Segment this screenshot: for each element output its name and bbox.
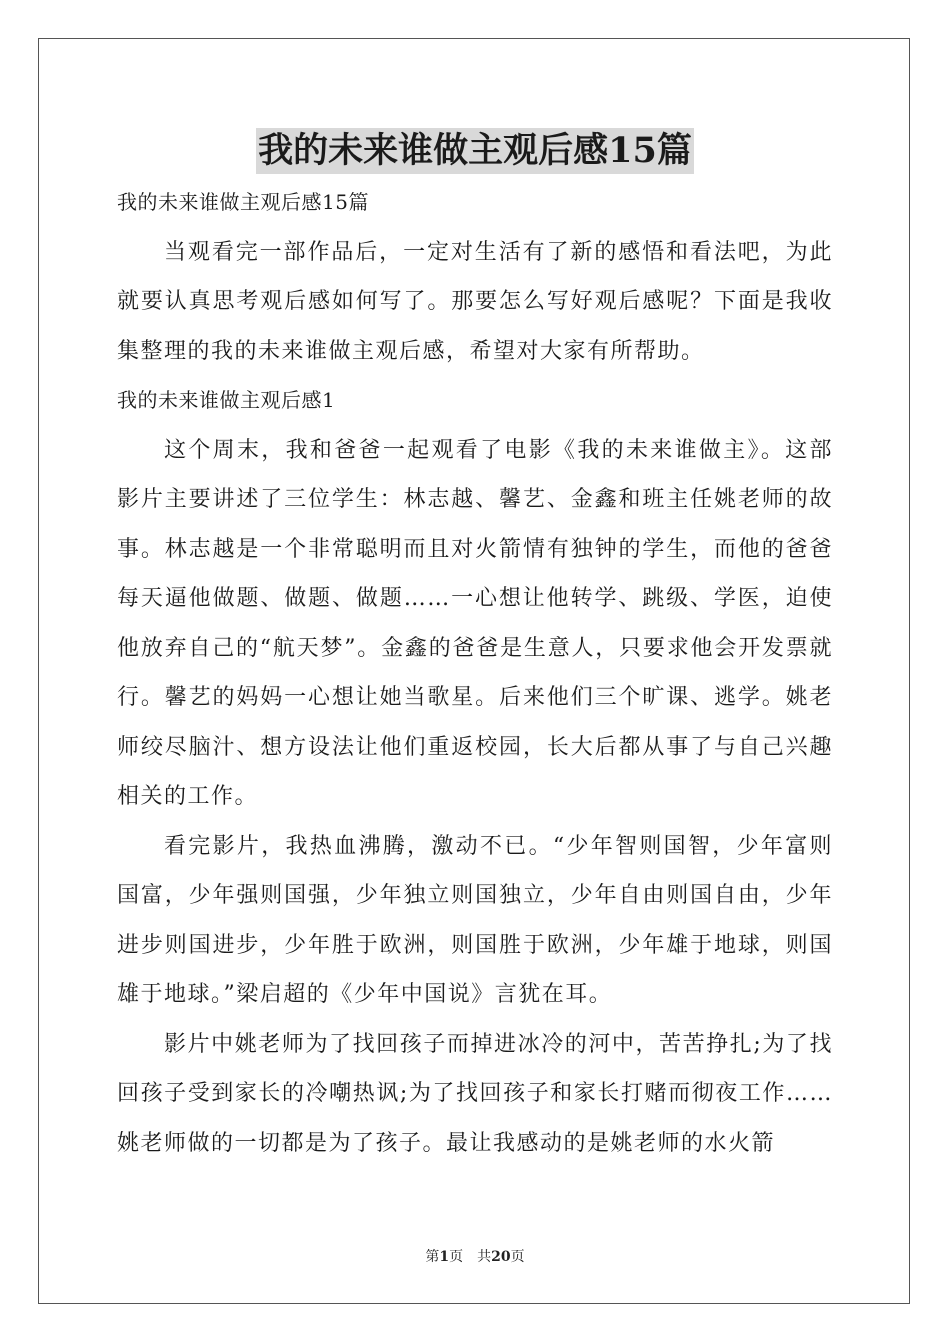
paragraph-heading: 我的未来谁做主观后感1: [117, 388, 336, 412]
page-current: 1: [439, 1249, 450, 1265]
page-prefix: 第: [425, 1249, 440, 1265]
document-body: [117, 178, 833, 1168]
total-prefix: 共: [477, 1249, 492, 1265]
page-total: 20: [491, 1249, 511, 1265]
paragraph: 这个周末，我和爸爸一起观看了电影《我的未来谁做主》。这部影片主要讲述了三位学生：林志越、馨艺、金鑫和班主任姚老师的故事。林志越是一个非常聪明而且对火箭情有独钟的学生，而他的爸爸每天逼他做题、做题、做题……一心想让他转学、跳级、学医，迫使他放弃自己的“航天梦”。金鑫的爸爸是生意人，只要求他会开发票就行。馨艺的妈妈一心想让她当歌星。后来他们三个旷课、逃学。姚老师绞尽脑汁、想方设法让他们重返校园，长大后都从事了与自己兴趣相关的工作。: [117, 437, 833, 809]
paragraph: 当观看完一部作品后，一定对生活有了新的感悟和看法吧，为此就要认真思考观后感如何写了。那要怎么写好观后感呢？下面是我收集整理的我的未来谁做主观后感，希望对大家有所帮助。: [117, 239, 833, 364]
page-suffix: 页: [449, 1249, 464, 1265]
document-title: 我的未来谁做主观后感15篇: [256, 128, 694, 174]
title-wrap: [0, 128, 950, 174]
paragraph: 看完影片，我热血沸腾，激动不已。“少年智则国智，少年富则国富，少年强则国强，少年独立则国独立，少年自由则国自由，少年进步则国进步，少年胜于欧洲，则国胜于欧洲，少年雄于地球，则国雄于地球。”梁启超的《少年中国说》言犹在耳。: [117, 833, 833, 1007]
page-footer: [0, 1246, 950, 1266]
paragraph: 影片中姚老师为了找回孩子而掉进冰冷的河中，苦苦挣扎;为了找回孩子受到家长的冷嘲热讽;为了找回孩子和家长打赌而彻夜工作……姚老师做的一切都是为了孩子。最让我感动的是姚老师的水火箭: [117, 1031, 833, 1156]
paragraph-heading: 我的未来谁做主观后感15篇: [117, 190, 369, 214]
total-suffix: 页: [510, 1249, 525, 1265]
